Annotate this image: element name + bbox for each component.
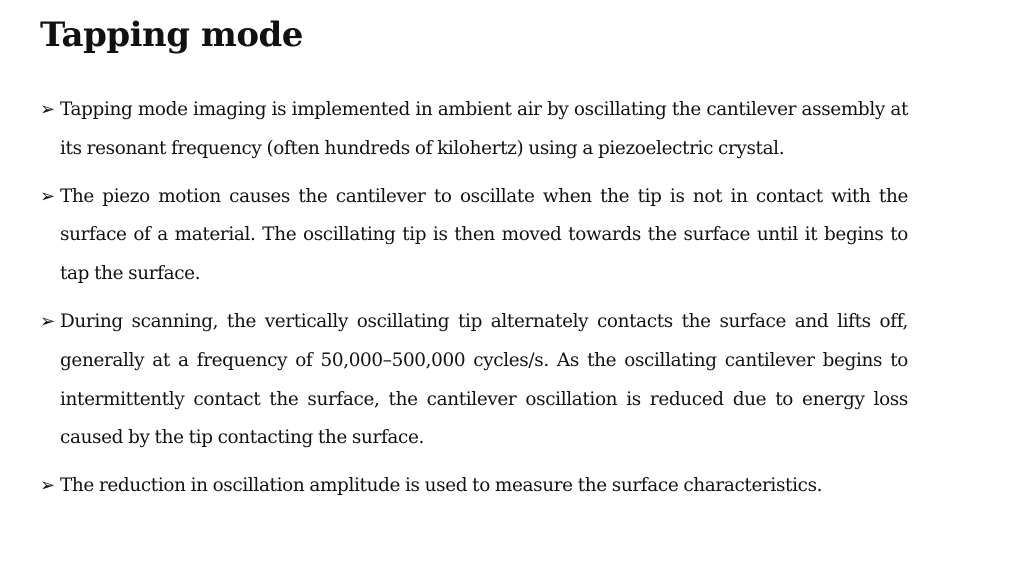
arrowhead-right-icon: ➢ — [40, 475, 55, 497]
bullet-item — [40, 178, 908, 294]
arrowhead-right-icon: ➢ — [40, 310, 55, 332]
arrowhead-right-icon: ➢ — [40, 99, 55, 120]
bullet-text: The piezo motion causes the cantilever to oscillate when the tip is not in contact with the surface of a material. The oscillating tip is then moved towards the surface until it begins to tap the surface. — [60, 185, 908, 285]
bullet-text: Tapping mode imaging is implemented in ambient air by oscillating the cantilever assembly at its resonant frequency (often hundreds of kilohertz) using a piezoelectric crystal. — [60, 99, 908, 159]
arrowhead-right-icon: ➢ — [40, 185, 55, 207]
bullet-text: During scanning, the vertically oscillating tip alternately contacts the surface and lifts off, generally at a frequency of 50,000–500,000 cycles/s. As the oscillating cantilever begins to intermittently contact the surface, the cantilever oscillation is reduced due to energy loss caused by the tip contacting the surface. — [60, 310, 908, 449]
slide-title: Tapping mode — [40, 15, 303, 55]
bullet-item — [40, 91, 908, 169]
bullet-item — [40, 467, 908, 506]
bullet-list — [40, 91, 908, 515]
bullet-item — [40, 303, 908, 458]
bullet-text: The reduction in oscillation amplitude is used to measure the surface characteristics. — [60, 475, 823, 497]
